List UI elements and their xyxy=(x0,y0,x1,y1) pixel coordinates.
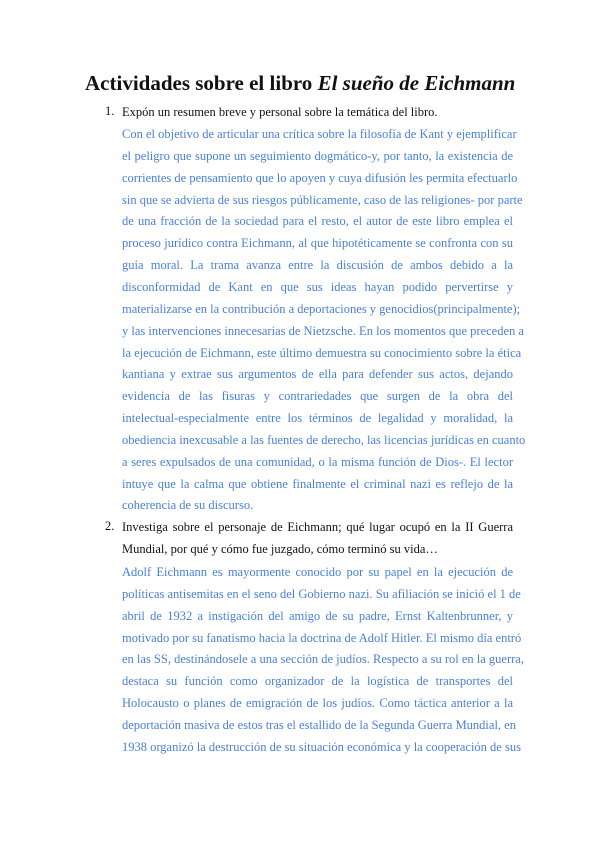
answer-text-line: 1938 organizó la destrucción de su situación económica y la cooperación de sus xyxy=(122,739,521,754)
answer-text-line: proceso jurídico contra Eichmann, al que hipotéticamente se confronta con su xyxy=(122,236,513,251)
answer-text-line: kantiana y extrae sus argumentos de ella para defender sus actos, dejando xyxy=(122,367,513,382)
answer-text-line: la ejecución de Eichmann, este último demuestra su conocimiento sobre la ética xyxy=(122,345,522,360)
answer-text-line: de una fracción de la sociedad para el resto, el autor de este libro emplea el xyxy=(122,214,513,229)
question-number: 2. xyxy=(105,519,115,533)
answer-text-line: sin que se advierta de sus riesgos públicamente, caso de las religiones- por parte xyxy=(122,192,523,207)
answer-text-line: guía moral. La trama avanza entre la discusión de ambos debido a la xyxy=(122,258,513,273)
answer-text-line: el peligro que supone un seguimiento dogmático-y, por tanto, la existencia de xyxy=(122,148,513,163)
answer-text-line: obediencia inexcusable a las fuentes de derecho, las licencias jurídicas en cuanto xyxy=(122,432,526,447)
title-book: El sueño de Eichmann xyxy=(317,71,516,95)
answer-text-line: a seres expulsados de una comunidad, o la misma función de Dios-. El lector xyxy=(122,454,513,469)
answer-text-line: corrientes de pensamiento que lo apoyen y cuya difusión les permita efectuarlo xyxy=(122,170,518,185)
question-text-line: Expón un resumen breve y personal sobre la temática del libro. xyxy=(122,105,438,119)
answer-text-line: evidencia de las fisuras y contrariedades que surgen de la obra del xyxy=(122,389,513,404)
answer-text-line: Holocausto o planes de emigración de los judíos. Como táctica anterior a la xyxy=(122,696,513,711)
answer-text-line: en las SS, destinándosele a una sección de judíos. Respecto a su rol en la guerra, xyxy=(122,652,524,667)
question-text-line: Investiga sobre el personaje de Eichmann; qué lugar ocupó en la II Guerra xyxy=(122,520,513,534)
answer-text-line: intelectual-especialmente entre los términos de legalidad y moralidad, la xyxy=(122,411,513,426)
answer-text-line: y las intervenciones innecesarias de Nietzsche. En los momentos que preceden a xyxy=(122,323,524,338)
answer-text-line: destaca su función como organizador de la logística de transportes del xyxy=(122,674,513,689)
answer-text-line: políticas antisemitas en el seno del Gobierno nazi. Su afiliación se inició el 1 de xyxy=(122,586,521,601)
question-text-line: Mundial, por qué y cómo fue juzgado, cómo terminó su vida… xyxy=(122,542,438,556)
page-title xyxy=(85,71,515,96)
answer-text-line: Con el objetivo de articular una crítica sobre la filosofía de Kant y ejemplificar xyxy=(122,127,517,141)
answer-text-line: motivado por su fanatismo hacia la doctrina de Adolf Hitler. El mismo día entró xyxy=(122,630,522,645)
answer-text-line: materializarse en la contribución a deportaciones y genocidios(principalmente); xyxy=(122,301,521,316)
question-number: 1. xyxy=(105,104,115,118)
answer-text-line: Adolf Eichmann es mayormente conocido por su papel en la ejecución de xyxy=(122,565,513,579)
answer-text-line: deportación masiva de estos tras el estallido de la Segunda Guerra Mundial, en xyxy=(122,717,516,732)
answer-text-line: abril de 1932 a instigación del amigo de su padre, Ernst Kaltenbrunner, y xyxy=(122,608,513,623)
answer-text-line: intuye que la calma que obtiene finalmente el criminal nazi es reflejo de la xyxy=(122,476,513,491)
title-prefix: Actividades sobre el libro xyxy=(85,71,318,95)
answer-text-line: disconformidad de Kant en que sus ideas hayan podido pervertirse y xyxy=(122,279,513,294)
answer-text-line: coherencia de su discurso. xyxy=(122,498,254,513)
